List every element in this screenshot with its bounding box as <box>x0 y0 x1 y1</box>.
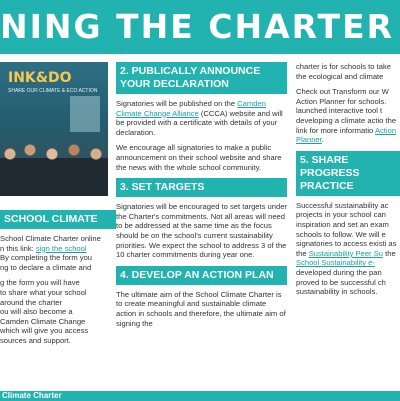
photo-sign: INK&DO <box>8 70 72 86</box>
photo-group <box>0 136 108 196</box>
text-run: developed during the pan proved to be successful ch sustainability in schools. <box>296 267 386 297</box>
text-run: Check out Transform our W Action Planner for schools. launched interactive tool t developing a climate actio the link for more informatio <box>296 87 397 135</box>
e-learning-link[interactable]: School Sustainability e- <box>296 258 375 268</box>
ccca-link[interactable]: Camden Climate Change Alliance <box>116 99 266 118</box>
right-column <box>296 62 400 303</box>
section-4-continued-paragraph: charter is for schools to take the ecological and climate <box>296 62 391 81</box>
text-line: to share what your school <box>0 287 87 297</box>
section-5-paragraph-1 <box>296 201 400 297</box>
text-line: Camden Climate Change <box>0 316 86 326</box>
photo-sign-sub: SHARE OUR CLIMATE & ECO ACTION <box>8 88 98 94</box>
section-4-heading: 4. DEVELOP AN ACTION PLAN <box>116 266 287 285</box>
section-4-paragraph-1: The ultimate aim of the School Climate Charter is to create meaningful and sustainable climate action in schools and therefore, the ultimate aim of signing the <box>116 289 286 328</box>
text-run: Signatories will be published on the <box>116 99 236 108</box>
text-line: By completing the form you <box>0 253 93 263</box>
action-planner-link[interactable]: Action Planner <box>296 125 397 145</box>
section-5-heading: 5. SHARE PROGRESS PRACTICE <box>296 151 400 196</box>
footer-text: Climate Charter <box>2 391 62 400</box>
section-2-paragraph-2: We encourage all signatories to make a public announcement on their school website and share the news with the whole school community. <box>116 143 282 172</box>
section-3-paragraph-1: Signatories will be encouraged to set targets under the Charter's commitments. Not all areas will need to be addressed at the same time as the focus should be on the school's current sustainability priorities. We expect the school to address 3 of the 10 charter commitments during year one. <box>116 202 287 260</box>
footer-bar <box>0 391 400 401</box>
text-line: ou will also become a <box>0 307 73 317</box>
text-run: the <box>385 248 396 258</box>
action-planner-paragraph: Check out Transform our W Action Planner for schools. launched interactive tool t developing a climate actio the link for more informatio Action Planner. <box>296 87 397 145</box>
text-line: g the form you will have <box>0 278 80 288</box>
school-photo <box>0 62 108 196</box>
text-line: n this link: <box>0 243 34 253</box>
text-run: (CCCA) website and will be provided with a certificate with details of your declaration. <box>116 108 283 137</box>
text-run: Successful sustainability ac projects in your school can inspiration and set an exam schools to follow. We will e signatories to access existi as the <box>296 200 397 258</box>
text-line: School Climate Charter online <box>0 234 101 243</box>
text-line: sources and support. <box>0 335 71 345</box>
text-line: which will give you access <box>0 326 89 336</box>
middle-column <box>116 62 287 334</box>
peer-support-link[interactable]: Sustainability Peer Su <box>308 248 383 258</box>
text-line: around the charter <box>0 297 63 307</box>
photo-window <box>70 96 100 132</box>
header-banner <box>0 0 400 54</box>
section-1-text <box>0 234 104 352</box>
sign-charter-link[interactable]: sign the school <box>35 243 87 253</box>
page-title: NING THE CHARTER <box>0 7 395 46</box>
section-1-paragraph-2 <box>0 278 104 345</box>
section-2-paragraph-1 <box>116 99 287 137</box>
section-1-heading: SCHOOL CLIMATE <box>0 210 116 229</box>
section-3-heading: 3. SET TARGETS <box>116 178 287 197</box>
section-2-heading: 2. PUBLICALLY ANNOUNCE YOUR DECLARATION <box>116 62 287 94</box>
text-line: ng to declare a climate and <box>0 262 92 272</box>
section-1-paragraph-1 <box>0 234 104 272</box>
